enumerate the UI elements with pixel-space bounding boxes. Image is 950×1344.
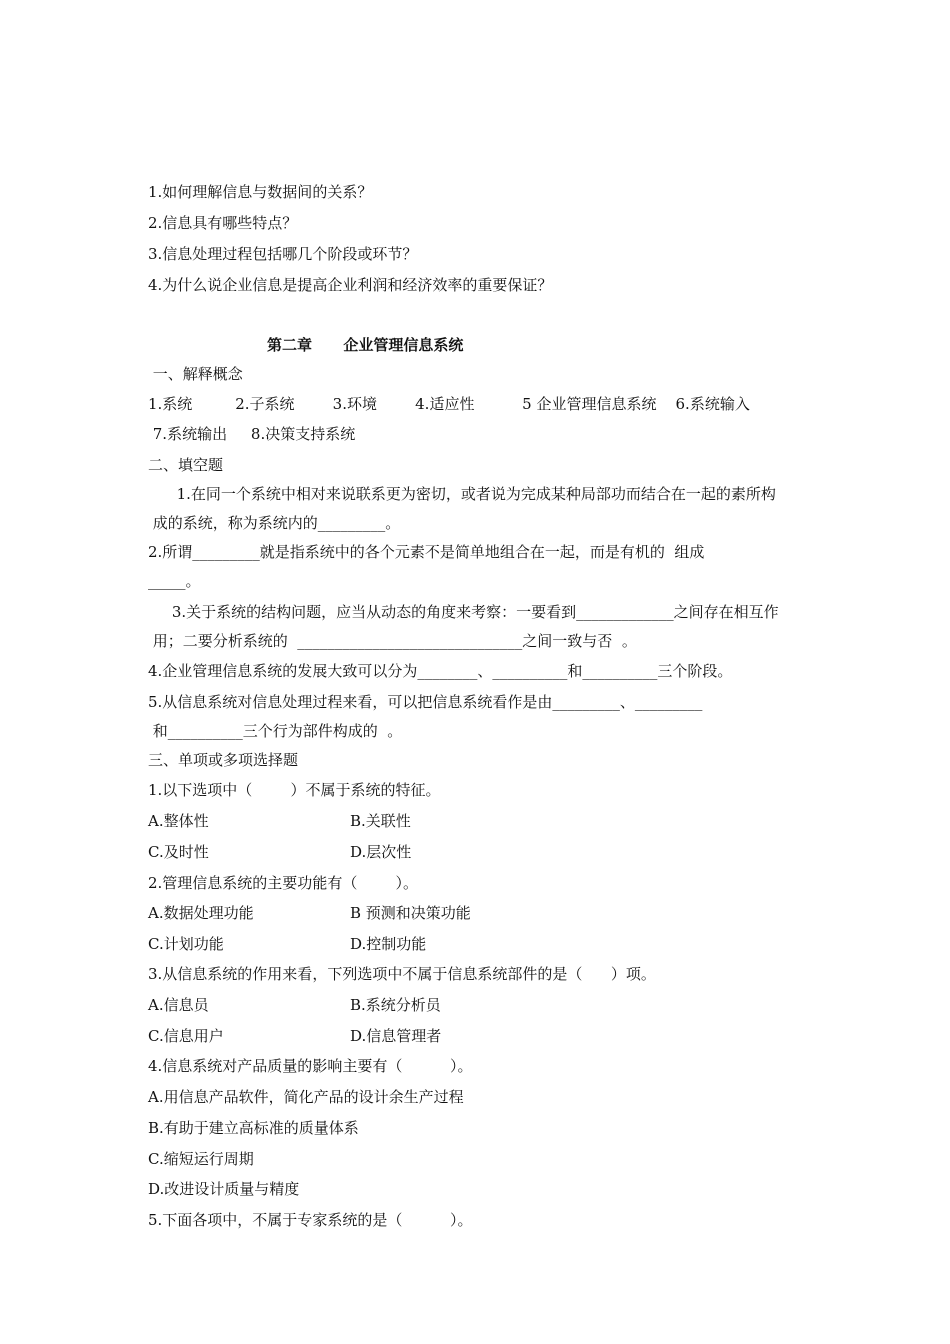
- choice-q3: 3.从信息系统的作用来看，下列选项中不属于信息系统部件的是（ ）项。: [148, 965, 656, 983]
- concept-list-line-2: 7.系统输出 8.决策支持系统: [148, 425, 356, 443]
- choice-q2: 2.管理信息系统的主要功能有（ ）。: [148, 874, 418, 892]
- question-2: 2.信息具有哪些特点？: [148, 214, 298, 232]
- choice-q4-option-b: B.有助于建立高标准的质量体系: [148, 1119, 359, 1137]
- choice-q3-option-a: A.信息员: [148, 996, 209, 1014]
- question-3: 3.信息处理过程包括哪几个阶段或环节？: [148, 245, 418, 263]
- fill-q2-line-2: _____。: [148, 572, 201, 590]
- choice-q1-option-c: C.及时性: [148, 843, 209, 861]
- choice-q4: 4.信息系统对产品质量的影响主要有（ ）。: [148, 1057, 473, 1075]
- choice-q1-option-a: A.整体性: [148, 812, 209, 830]
- question-4: 4.为什么说企业信息是提高企业利润和经济效率的重要保证？: [148, 276, 553, 294]
- choice-q1-option-d: D.层次性: [350, 843, 412, 861]
- fill-q5-line-1: 5.从信息系统对信息处理过程来看，可以把信息系统看作是由_________、_________: [148, 693, 703, 711]
- chapter-title: 第二章 企业管理信息系统: [267, 336, 464, 354]
- section-2-heading: 二、填空题: [148, 456, 224, 474]
- section-3-heading: 三、单项或多项选择题: [148, 751, 299, 769]
- choice-q1: 1.以下选项中（ ）不属于系统的特征。: [148, 781, 441, 799]
- choice-q3-option-c: C.信息用户: [148, 1027, 224, 1045]
- question-1: 1.如何理解信息与数据间的关系？: [148, 183, 373, 201]
- choice-q4-option-c: C.缩短运行周期: [148, 1150, 254, 1168]
- section-1-heading: 一、解释概念: [148, 365, 243, 383]
- fill-q1-line-1: 1.在同一个系统中相对来说联系更为密切，或者说为完成某种局部功而结合在一起的素所构: [148, 485, 776, 503]
- fill-q4: 4.企业管理信息系统的发展大致可以分为________、__________和__________三个阶段。: [148, 662, 733, 680]
- concept-list-line-1: 1.系统 2.子系统 3.环境 4.适应性 5 企业管理信息系统 6.系统输入: [148, 395, 750, 413]
- choice-q4-option-d: D.改进设计质量与精度: [148, 1180, 300, 1198]
- choice-q2-option-c: C.计划功能: [148, 935, 224, 953]
- fill-q3-line-1: 3.关于系统的结构问题，应当从动态的角度来考察：一要看到_____________之间存在相互作: [148, 603, 779, 621]
- choice-q2-option-b: B 预测和决策功能: [350, 904, 471, 922]
- fill-q3-line-2: 用；二要分析系统的 ______________________________之间一致与否 。: [148, 632, 637, 650]
- choice-q2-option-d: D.控制功能: [350, 935, 427, 953]
- choice-q4-option-a: A.用信息产品软件，简化产品的设计余生产过程: [148, 1088, 464, 1106]
- choice-q1-option-b: B.关联性: [350, 812, 411, 830]
- choice-q5: 5.下面各项中，不属于专家系统的是（ ）。: [148, 1211, 473, 1229]
- choice-q3-option-b: B.系统分析员: [350, 996, 441, 1014]
- fill-q2-line-1: 2.所谓_________就是指系统中的各个元素不是简单地组合在一起，而是有机的 组成: [148, 543, 705, 561]
- choice-q3-option-d: D.信息管理者: [350, 1027, 442, 1045]
- fill-q1-line-2: 成的系统，称为系统内的_________。: [148, 514, 401, 532]
- fill-q5-line-2: 和__________三个行为部件构成的 。: [148, 722, 403, 740]
- choice-q2-option-a: A.数据处理功能: [148, 904, 254, 922]
